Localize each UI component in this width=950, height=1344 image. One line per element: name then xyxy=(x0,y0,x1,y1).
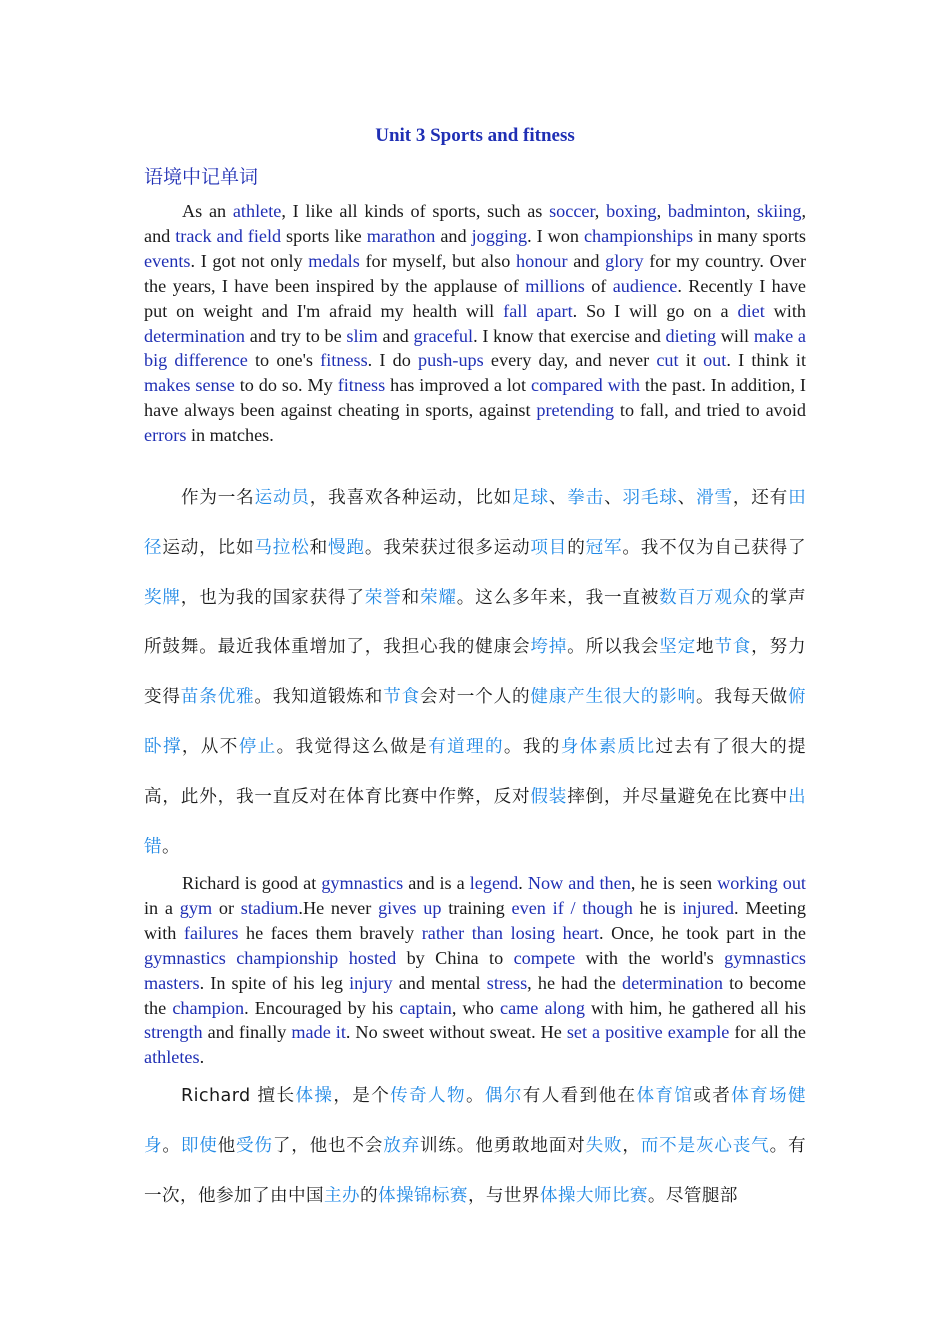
text-segment: he is xyxy=(632,897,683,918)
vocab-term: 有道理的 xyxy=(428,736,504,757)
text-segment: 了，他也不会 xyxy=(272,1135,384,1156)
text-segment: for all the xyxy=(729,1022,806,1043)
text-segment: . I know that exercise and xyxy=(473,325,666,346)
text-segment: sports like xyxy=(281,225,367,246)
vocab-term: compete xyxy=(513,947,576,968)
text-segment: 。所以我会 xyxy=(567,637,660,658)
vocab-term: athletes xyxy=(144,1047,200,1068)
vocab-term: gives up xyxy=(378,897,442,918)
text-segment: 。我觉得这么做是 xyxy=(276,736,429,757)
vocab-term: 即使 xyxy=(180,1135,218,1156)
text-segment: and try to be xyxy=(245,325,347,346)
text-segment: 作为一名 xyxy=(181,488,255,508)
text-segment: .He never xyxy=(298,897,379,918)
text-segment: by China to xyxy=(396,947,514,968)
vocab-term: determination xyxy=(621,972,723,993)
text-segment: 或者 xyxy=(693,1086,732,1106)
text-segment: 摔倒，并尽量避免在比赛中 xyxy=(567,786,788,807)
text-segment: of xyxy=(584,275,613,296)
text-segment: . Recently I have put on weight and I'm afraid my health will xyxy=(144,275,806,321)
vocab-term: 受伤 xyxy=(236,1135,273,1156)
vocab-term: Now and then xyxy=(527,873,631,893)
text-segment: , xyxy=(745,201,758,221)
vocab-term: 体操锦标赛 xyxy=(377,1185,468,1206)
text-segment: 。我知道锻炼和 xyxy=(254,687,384,708)
vocab-term: jogging xyxy=(471,225,528,246)
vocab-term: came along xyxy=(500,997,585,1018)
vocab-term: out xyxy=(703,350,727,371)
vocab-term: 冠军 xyxy=(585,537,623,558)
text-segment: ，从不 xyxy=(181,736,239,757)
vocab-term: even if / though xyxy=(511,897,633,918)
text-segment: the past. In addition, I have always been against cheating in sports, against xyxy=(144,375,806,421)
vocab-term: graceful xyxy=(413,325,474,346)
text-segment: 和 xyxy=(309,537,329,558)
vocab-term: dieting xyxy=(665,325,717,346)
vocab-term: 停止 xyxy=(238,736,277,757)
text-segment: 。有一次，他参加了由中国 xyxy=(144,1135,806,1206)
text-segment: 的掌声所鼓舞。最近我体重增加了，我担心我的健康会 xyxy=(144,587,806,658)
text-segment: . Encouraged by his xyxy=(244,997,400,1018)
vocab-term: medals xyxy=(308,250,360,271)
text-segment: to fall, and tried to avoid xyxy=(614,400,806,421)
vocab-term: 项目 xyxy=(530,537,568,558)
vocab-term: track and field xyxy=(175,225,282,246)
text-segment: for myself, but also xyxy=(359,250,516,271)
vocab-term: 偶尔 xyxy=(484,1086,523,1106)
text-segment: , and xyxy=(144,201,807,246)
vocab-term: champion xyxy=(172,997,245,1018)
vocab-term: 身体素质比 xyxy=(560,736,656,757)
text-segment: 。我荣获过很多运动 xyxy=(364,537,531,558)
vocab-term: 假装 xyxy=(530,786,568,807)
section-heading: 语境中记单词 xyxy=(144,166,259,188)
text-segment: 的 xyxy=(359,1185,378,1206)
vocab-term: fitness xyxy=(320,350,368,371)
vocab-term: compared with xyxy=(531,375,640,396)
vocab-term: make a big difference xyxy=(144,325,806,371)
vocab-term: push-ups xyxy=(418,350,484,371)
vocab-term: 传奇人物 xyxy=(390,1086,466,1106)
vocab-term: 坚定 xyxy=(659,637,696,658)
vocab-term: slim xyxy=(346,325,378,346)
vocab-term: 荣耀 xyxy=(419,587,457,608)
text-segment: 训练。他勇敢地面对 xyxy=(420,1135,586,1156)
vocab-term: 放弃 xyxy=(383,1135,420,1156)
text-segment: . I got not only xyxy=(190,250,309,271)
vocab-term: diet xyxy=(737,300,765,321)
text-segment: . I won xyxy=(527,225,584,246)
vocab-term: errors xyxy=(144,425,187,446)
vocab-term: 体操大师比赛 xyxy=(539,1185,648,1206)
vocab-term: badminton xyxy=(667,201,746,221)
vocab-term: marathon xyxy=(366,225,436,246)
vocab-term: 主办 xyxy=(323,1185,360,1206)
text-segment: . Meeting with xyxy=(144,897,806,943)
vocab-term: skiing xyxy=(757,201,802,221)
vocab-term: set a positive example xyxy=(566,1022,730,1043)
vocab-term: working out xyxy=(717,873,806,893)
vocab-term: 体育馆 xyxy=(636,1086,694,1106)
vocab-term: 慢跑 xyxy=(328,537,365,558)
vocab-term: 节食 xyxy=(383,687,420,708)
text-segment: Richard is good at xyxy=(182,873,322,893)
text-segment: he faces them bravely xyxy=(238,922,422,943)
text-segment: ，也为我的国家获得了 xyxy=(180,587,365,608)
vocab-term: 健康产生很大的影响 xyxy=(530,687,696,708)
text-segment: , I like all kinds of sports, such as xyxy=(281,201,550,221)
vocab-term: 运动员 xyxy=(254,488,310,508)
text-segment: 。尽管腿部 xyxy=(647,1185,738,1206)
vocab-term: 垮掉 xyxy=(530,637,568,658)
vocab-term: 马拉松 xyxy=(254,537,310,558)
vocab-term: injured xyxy=(682,897,735,918)
text-segment: every day, and never xyxy=(483,350,657,371)
vocab-term: injury xyxy=(349,972,393,993)
text-segment: ，与世界 xyxy=(467,1185,540,1206)
text-segment: ，努力变得 xyxy=(144,637,806,708)
text-segment: 和 xyxy=(401,587,420,608)
vocab-term: gymnastics championship xyxy=(144,947,339,968)
text-segment: . So I will go on a xyxy=(572,300,738,321)
text-segment: 。我每天做 xyxy=(695,687,788,708)
text-segment: , he had the xyxy=(527,972,622,993)
text-segment: . xyxy=(518,873,528,893)
text-segment: . xyxy=(199,1047,205,1068)
vocab-term: failures xyxy=(183,922,239,943)
text-segment: . Once, he took part in the xyxy=(598,922,806,943)
text-segment: to one's xyxy=(247,350,321,371)
vocab-term: 而不是灰心丧气 xyxy=(640,1135,770,1156)
vocab-term: hosted xyxy=(348,947,397,968)
text-segment: and xyxy=(435,225,472,246)
text-segment: ，我喜欢各种运动，比如 xyxy=(309,488,513,508)
text-segment: or xyxy=(212,897,241,918)
vocab-term: fitness xyxy=(337,375,386,396)
text-segment: with the world's xyxy=(575,947,725,968)
text-segment: 地 xyxy=(695,637,715,658)
vocab-term: 滑雪 xyxy=(696,488,733,508)
vocab-term: stress xyxy=(486,972,528,993)
text-segment: Richard 擅长 xyxy=(181,1086,296,1106)
vocab-term: captain xyxy=(399,997,452,1018)
vocab-term: 节食 xyxy=(714,637,752,658)
paragraph-english-2 xyxy=(144,871,806,1070)
text-segment: . No sweet without sweat. He xyxy=(345,1022,567,1043)
vocab-term: championships xyxy=(583,225,694,246)
vocab-term: gym xyxy=(179,897,213,918)
text-segment: 有人看到他在 xyxy=(522,1086,637,1106)
text-segment: and xyxy=(567,250,606,271)
text-segment: 。 xyxy=(162,836,180,857)
text-segment: . I do xyxy=(367,350,419,371)
vocab-term: stadium xyxy=(240,897,299,918)
text-segment: in matches. xyxy=(186,425,274,446)
vocab-term: boxing xyxy=(606,201,657,221)
text-segment: 过去有了很大的提高，此外，我一直反对在体育比赛中作弊，反对 xyxy=(144,736,807,807)
vocab-term: glory xyxy=(605,250,644,271)
vocab-term: makes sense xyxy=(144,375,235,396)
vocab-term: 羽毛球 xyxy=(622,488,678,508)
vocab-term: events xyxy=(144,250,191,271)
text-segment: 、 xyxy=(604,488,623,508)
text-segment: ，还有 xyxy=(732,488,789,508)
text-segment: , xyxy=(656,201,668,221)
vocab-term: gymnastics xyxy=(321,873,404,893)
vocab-term: fall apart xyxy=(503,300,573,321)
text-segment: in many sports xyxy=(693,225,806,246)
document-title: Unit 3 Sports and fitness xyxy=(375,125,575,146)
vocab-term: 田径 xyxy=(144,488,807,558)
vocab-term: 荣誉 xyxy=(364,587,402,608)
text-segment: to do so. My xyxy=(234,375,338,396)
text-segment: 。 xyxy=(465,1086,485,1106)
vocab-term: determination xyxy=(144,325,246,346)
vocab-term: 数百万观众 xyxy=(659,587,752,608)
text-segment: and finally xyxy=(202,1022,292,1043)
text-segment: , he is seen xyxy=(630,873,718,893)
text-segment: in a xyxy=(144,897,180,918)
text-segment: it xyxy=(678,350,704,371)
vocab-term: 俯卧撑 xyxy=(144,687,806,757)
vocab-term: millions xyxy=(525,275,585,296)
vocab-term: strength xyxy=(144,1022,203,1043)
vocab-term: honour xyxy=(516,250,568,271)
text-segment: and mental xyxy=(392,972,487,993)
text-segment: for my country. Over the years, I have been inspired by the applause of xyxy=(144,250,807,296)
vocab-term: rather than losing heart xyxy=(421,922,599,943)
text-segment: 。我不仅为自己获得了 xyxy=(622,537,806,558)
vocab-term: 奖牌 xyxy=(144,587,181,608)
text-segment: training xyxy=(441,897,512,918)
text-segment: . I think it xyxy=(726,350,806,371)
text-segment: As an xyxy=(182,201,233,221)
text-segment: ， xyxy=(622,1135,641,1156)
text-segment: has improved a lot xyxy=(385,375,531,396)
text-segment: 他 xyxy=(217,1135,237,1156)
text-segment: ，是个 xyxy=(333,1086,391,1106)
text-segment: 、 xyxy=(548,488,568,508)
vocab-term: made it xyxy=(291,1022,346,1043)
text-segment: and xyxy=(377,325,414,346)
text-segment: 。 xyxy=(162,1135,181,1156)
text-segment: and is a xyxy=(403,873,470,893)
text-segment: 。我的 xyxy=(503,736,561,757)
vocab-term: 拳击 xyxy=(567,488,605,508)
vocab-term: 苗条优雅 xyxy=(180,687,255,708)
text-segment: 。这么多年来，我一直被 xyxy=(456,587,660,608)
paragraph-chinese-2 xyxy=(144,1072,806,1221)
text-segment: , xyxy=(594,201,607,221)
vocab-term: 足球 xyxy=(512,488,549,508)
vocab-term: gymnastics masters xyxy=(144,947,807,993)
text-segment: , who xyxy=(451,997,501,1018)
paragraph-english-1 xyxy=(144,199,806,448)
text-segment: 的 xyxy=(567,537,586,558)
text-segment: with xyxy=(764,300,806,321)
vocab-term: 体育场健身 xyxy=(144,1086,806,1156)
text-segment: 会对一个人的 xyxy=(419,687,531,708)
vocab-term: cut xyxy=(656,350,679,371)
text-segment: with him, he gathered all his xyxy=(584,997,806,1018)
text-segment: 运动，比如 xyxy=(162,537,255,558)
vocab-term: 体操 xyxy=(295,1086,334,1106)
vocab-term: 失败 xyxy=(585,1135,623,1156)
text-segment: . In spite of his leg xyxy=(199,972,350,993)
text-segment xyxy=(338,948,348,968)
vocab-term: 出错 xyxy=(144,786,806,857)
text-segment: 、 xyxy=(677,488,697,508)
text-segment: will xyxy=(716,325,754,346)
vocab-term: pretending xyxy=(536,400,615,421)
vocab-term: soccer xyxy=(549,201,595,221)
text-segment: to become the xyxy=(144,972,806,1018)
vocab-term: legend xyxy=(469,873,519,893)
paragraph-chinese-1 xyxy=(144,474,806,872)
vocab-term: athlete xyxy=(232,201,282,221)
vocab-term: audience xyxy=(612,275,678,296)
